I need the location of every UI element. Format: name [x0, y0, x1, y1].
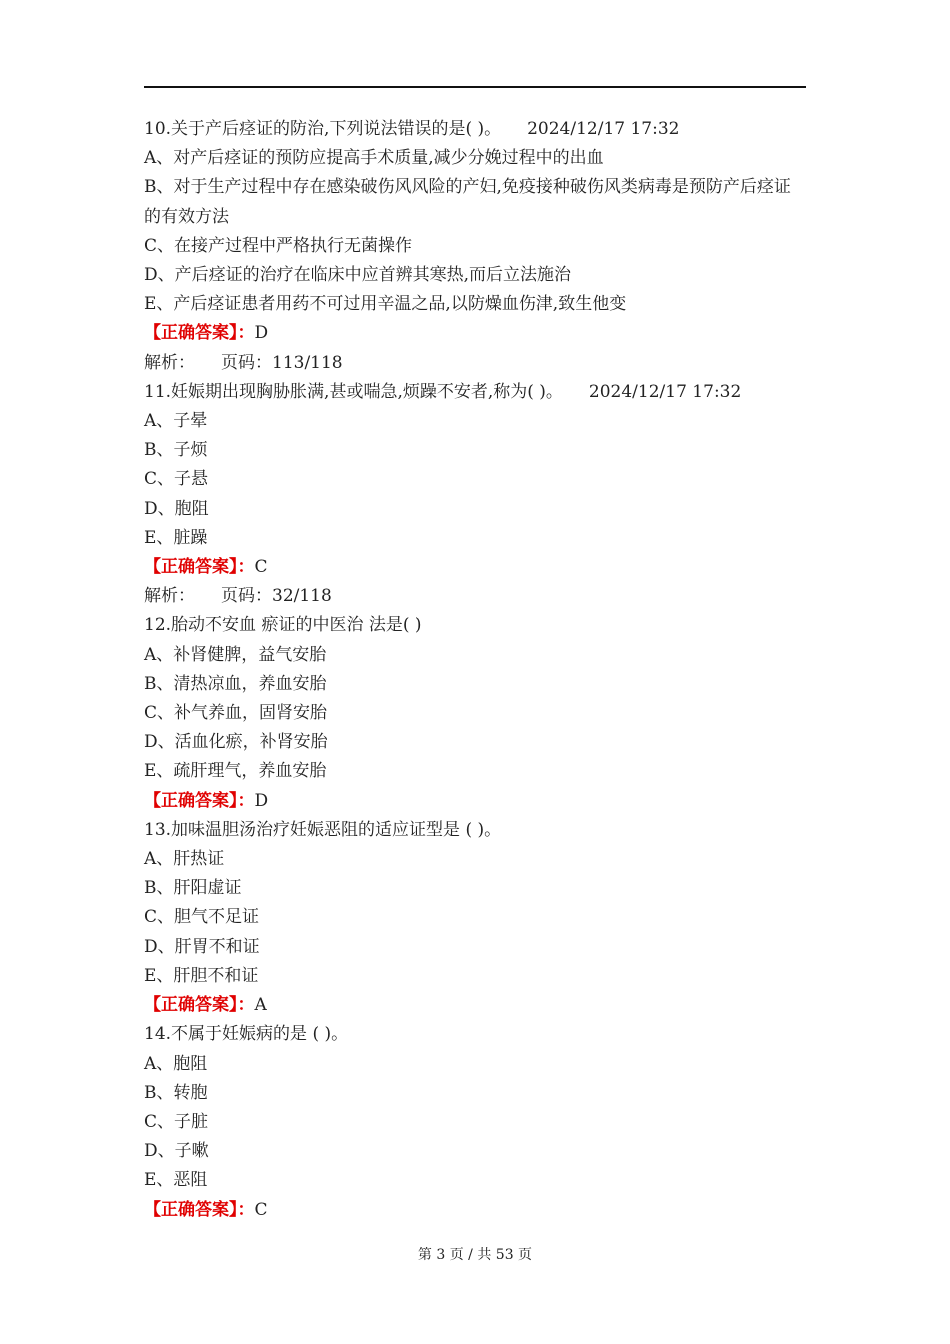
answer-value: C [254, 557, 268, 578]
option: B、肝阳虚证 [144, 878, 242, 899]
answer-label: 【正确答案】： [144, 790, 255, 811]
answer-row [144, 1196, 806, 1225]
question-list [144, 115, 806, 1225]
question-stem: 12.胎动不安血 瘀证的中医治 法是( ) [144, 615, 422, 636]
answer-value: C [254, 1199, 268, 1220]
option: C、补气养血，固肾安胎 [144, 703, 328, 724]
option: A、肝热证 [144, 849, 225, 870]
option: A、子晕 [144, 411, 208, 432]
option: A、对产后痉证的预防应提高手术质量,减少分娩过程中的出血 [144, 148, 604, 169]
option: B、子烦 [144, 440, 208, 461]
answer-label: 【正确答案】： [144, 995, 255, 1016]
page-reference: 页码：32/118 [221, 586, 332, 607]
option: C、在接产过程中严格执行无菌操作 [144, 235, 413, 256]
analysis-label: 解析： [144, 586, 195, 607]
option: C、胆气不足证 [144, 907, 260, 928]
option: E、恶阻 [144, 1170, 208, 1191]
answer-row [144, 319, 806, 348]
option: D、肝胃不和证 [144, 936, 260, 957]
option: B、清热凉血，养血安胎 [144, 673, 327, 694]
option: E、脏躁 [144, 527, 208, 548]
analysis-row [144, 349, 806, 378]
answer-value: A [254, 995, 267, 1016]
header-rule [144, 86, 806, 88]
question-stem: 13.加味温胆汤治疗妊娠恶阻的适应证型是 ( )。 [144, 819, 502, 840]
option: D、产后痉证的治疗在临床中应首辨其寒热,而后立法施治 [144, 265, 572, 286]
page-reference: 页码：113/118 [221, 352, 343, 373]
analysis-row [144, 582, 806, 611]
answer-row [144, 991, 806, 1020]
option: A、胞阻 [144, 1053, 208, 1074]
option: D、活血化瘀，补肾安胎 [144, 732, 328, 753]
option: E、肝胆不和证 [144, 965, 259, 986]
question-stem: 14.不属于妊娠病的是 ( )。 [144, 1024, 349, 1045]
question-timestamp: 2024/12/17 17:32 [527, 119, 680, 139]
option: E、产后痉证患者用药不可过用辛温之品,以防燥血伤津,致生他变 [144, 294, 627, 315]
answer-value: D [254, 790, 269, 811]
option: C、子脏 [144, 1111, 209, 1132]
option: B、转胞 [144, 1082, 208, 1103]
option: B、对于生产过程中存在感染破伤风风险的产妇,免疫接种破伤风类病毒是预防产后痉证的有效方法 [144, 177, 791, 227]
question-stem: 11.妊娠期出现胸胁胀满,甚或喘急,烦躁不安者,称为( )。 2024/12/17 17:32 [144, 381, 742, 402]
option: C、子悬 [144, 469, 209, 490]
answer-row [144, 787, 806, 816]
answer-label: 【正确答案】： [144, 557, 255, 578]
answer-row [144, 553, 806, 582]
answer-label: 【正确答案】： [144, 323, 255, 344]
analysis-label: 解析： [144, 352, 195, 373]
option: A、补肾健脾，益气安胎 [144, 644, 327, 665]
option: D、胞阻 [144, 498, 209, 519]
answer-value: D [254, 323, 269, 344]
page-footer: 第 3 页 / 共 53 页 [417, 1247, 533, 1263]
question-timestamp: 2024/12/17 17:32 [588, 381, 742, 402]
question-stem: 10.关于产后痉证的防治,下列说法错误的是( )。 2024/12/17 17:32 [144, 119, 680, 139]
answer-label: 【正确答案】： [144, 1199, 255, 1220]
option: D、子嗽 [144, 1141, 209, 1162]
option: E、疏肝理气，养血安胎 [144, 761, 327, 782]
